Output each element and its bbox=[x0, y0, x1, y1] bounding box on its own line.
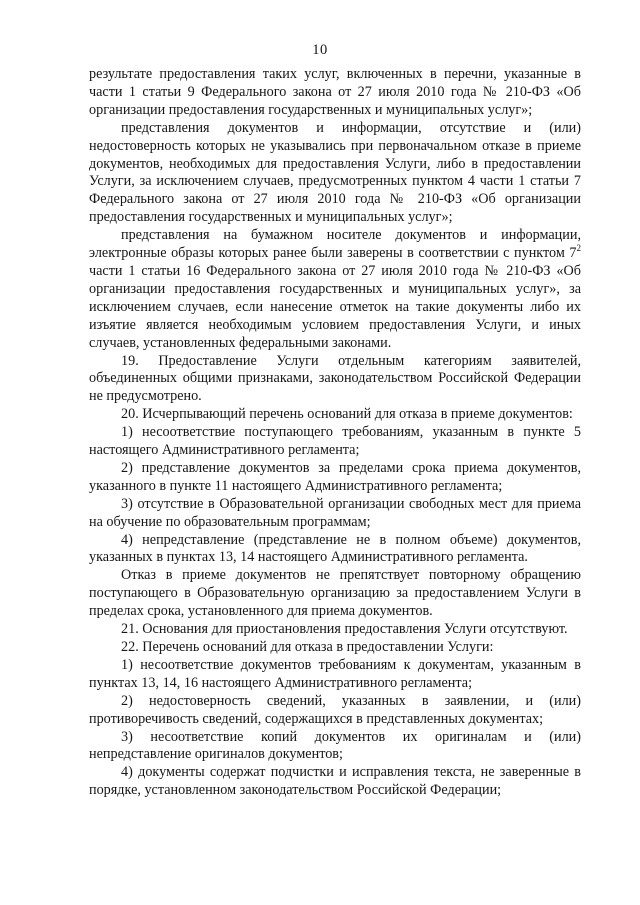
paragraph-text: части 1 статьи 16 Федерального закона от 27 июля 2010 года № 210-ФЗ «Об организации предоставления государственных и муниципальных услуг», за исключением случаев, если нанесение отметок на такие документы либо их изъятие является необходимым условием предоставления Услуги, и иных случаев, установленных федеральными законами. bbox=[89, 262, 581, 351]
list-item: 4) непредставление (представление не в полном объеме) документов, указанных в пунктах 13, 14 настоящего Административного регламента. bbox=[89, 531, 581, 566]
clause-21: 21. Основания для приостановления предоставления Услуги отсутствуют. bbox=[121, 621, 568, 638]
document-body bbox=[89, 66, 581, 800]
page-number: 10 bbox=[312, 42, 328, 58]
paragraph-text: представления на бумажном носителе документов и информации, электронные образы которых ранее были заверены в соответствии с пунктом 7 bbox=[89, 227, 581, 262]
clause-19: 19. Предоставление Услуги отдельным категориям заявителей, объединенных общими признаками, законодательством Российской Федерации не предусмотрено. bbox=[89, 352, 581, 405]
paragraph-continuation: результате предоставления таких услуг, включенных в перечни, указанные в части 1 статьи 9 Федерального закона от 27 июля 2010 года № 210-ФЗ «Об организации предоставления государственных и муниципальных услуг»; bbox=[89, 66, 581, 118]
paragraph-item bbox=[89, 227, 581, 352]
list-item: 3) несоответствие копий документов их оригиналам и (или) непредставление оригиналов документов; bbox=[89, 728, 581, 763]
superscript: 2 bbox=[576, 243, 581, 254]
list-item: 2) недостоверность сведений, указанных в заявлении, и (или) противоречивость сведений, содержащихся в представленных документах; bbox=[89, 692, 581, 727]
list-item: 4) документы содержат подчистки и исправления текста, не заверенные в порядке, установленном законодательством Российской Федерации; bbox=[89, 764, 581, 799]
list-item: 1) несоответствие документов требованиям к документам, указанным в пунктах 13, 14, 16 настоящего Административного регламента; bbox=[89, 656, 581, 691]
list-item: 3) отсутствие в Образовательной организации свободных мест для приема на обучение по образовательным программам; bbox=[89, 495, 581, 530]
clause-20: 20. Исчерпывающий перечень оснований для отказа в приеме документов: bbox=[121, 406, 573, 423]
list-item: 1) несоответствие поступающего требованиям, указанным в пункте 5 настоящего Административного регламента; bbox=[89, 424, 581, 459]
paragraph-note: Отказ в приеме документов не препятствует повторному обращению поступающего в Образовательную организацию за предоставлением Услуги в пределах срока, установленного для приема документов. bbox=[89, 567, 581, 620]
list-item: 2) представление документов за пределами срока приема документов, указанного в пункте 11 настоящего Административного регламента; bbox=[89, 459, 581, 494]
clause-22: 22. Перечень оснований для отказа в предоставлении Услуги: bbox=[121, 639, 494, 655]
paragraph-item: представления документов и информации, отсутствие и (или) недостоверность которых не указывались при первоначальном отказе в приеме документов, необходимых для предоставления Услуги, либо в предоставлении Услуги, за исключением случаев, предусмотренных пунктом 4 части 1 статьи 7 Федерального закона от 27 июля 2010 года № 210-ФЗ «Об организации предоставления государственных и муниципальных услуг»; bbox=[89, 119, 581, 226]
